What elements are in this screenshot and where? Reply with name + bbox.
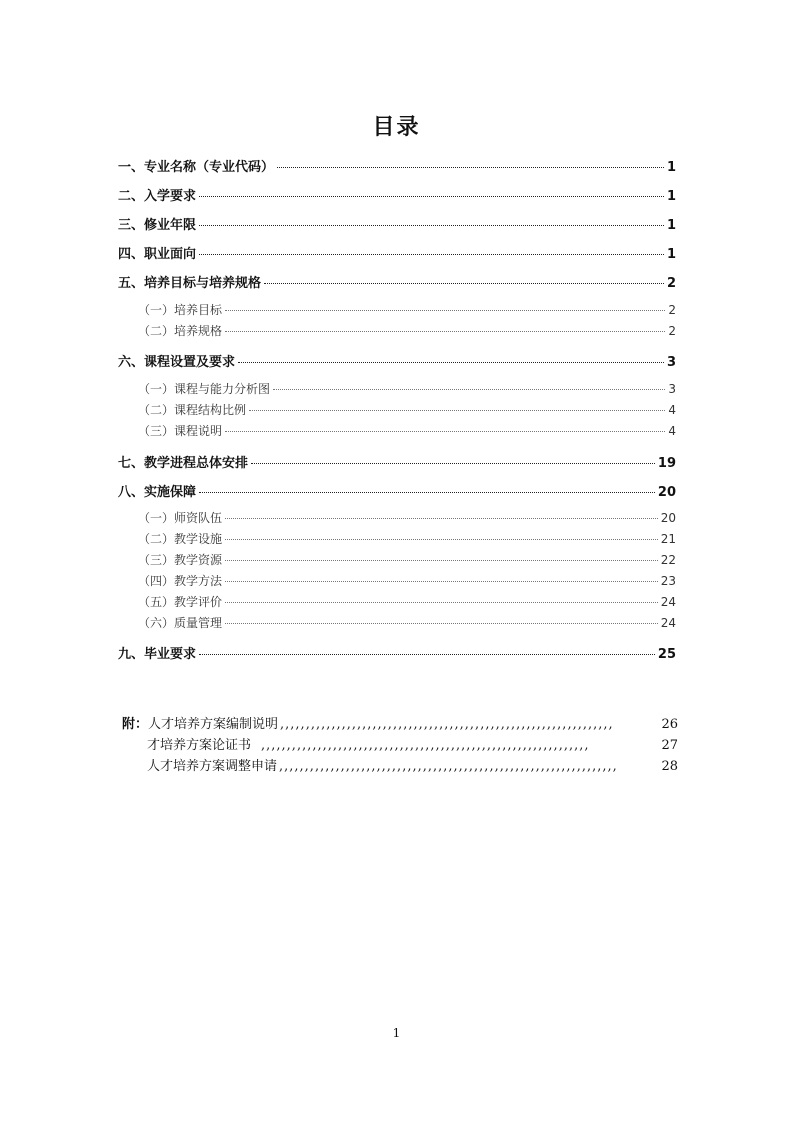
dot-leader	[225, 581, 658, 582]
dot-leader	[199, 254, 664, 255]
appendix-item-page: 28	[661, 759, 678, 774]
toc-entry-text: （五）教学评价	[138, 595, 223, 609]
comma-leader: ,,,,,,,,,,,,,,,,,,,,,,,,,,,,,,,,,,,,,,,,,,,,,,,,,,,,,,,,,,,,,,,,	[261, 738, 590, 753]
toc-entry-major-name[interactable]	[118, 156, 676, 175]
appendix-item-page: 27	[661, 738, 678, 753]
toc-entry-page: 22	[660, 553, 676, 567]
toc-entry-page: 3	[666, 355, 676, 370]
toc-entry-page: 4	[668, 403, 676, 417]
toc-subentry[interactable]	[118, 572, 676, 589]
appendix-lead: 附：	[122, 717, 149, 732]
toc-entry-page: 1	[666, 189, 676, 204]
toc-entry-text: （四）教学方法	[138, 574, 223, 588]
toc-entry-page: 2	[666, 276, 676, 291]
dot-leader	[264, 283, 664, 284]
toc-entry-page: 1	[666, 247, 676, 262]
toc-entry-study-years[interactable]	[118, 214, 676, 233]
toc-subentry[interactable]	[118, 593, 676, 610]
toc-entry-text: 四、职业面向	[118, 247, 197, 262]
toc-entry-page: 24	[660, 616, 676, 630]
dot-leader	[277, 167, 664, 168]
toc-entry-text: （六）质量管理	[138, 616, 223, 630]
toc-title: 目录	[372, 115, 421, 140]
toc-entry-text: （三）课程说明	[138, 424, 223, 438]
toc-entry-page: 2	[668, 324, 676, 338]
toc-entry-page: 23	[660, 574, 676, 588]
appendix-item-page: 26	[661, 717, 678, 732]
toc-subentry[interactable]	[118, 380, 676, 397]
dot-leader	[238, 362, 664, 363]
toc-entry-page: 4	[668, 424, 676, 438]
toc-subentry[interactable]	[118, 422, 676, 439]
toc-subentry[interactable]	[118, 301, 676, 318]
toc-subentry[interactable]	[118, 401, 676, 418]
dot-leader	[225, 623, 658, 624]
toc-entry-page: 1	[666, 160, 676, 175]
dot-leader	[199, 654, 655, 655]
toc-entry-schedule[interactable]	[118, 452, 676, 471]
toc-entry-page: 20	[660, 511, 676, 525]
dot-leader	[225, 331, 665, 332]
toc-entry-text: （一）课程与能力分析图	[138, 382, 271, 396]
appendix-item-text: 人才培养方案调整申请	[147, 759, 278, 774]
toc-entry-objectives[interactable]	[118, 272, 676, 291]
comma-leader: ,,,,,,,,,,,,,,,,,,,,,,,,,,,,,,,,,,,,,,,,,,,,,,,,,,,,,,,,,,,,,,,,,,	[279, 759, 618, 774]
dot-leader	[199, 492, 655, 493]
toc-subentry[interactable]	[118, 551, 676, 568]
toc-entry-page: 3	[668, 382, 676, 396]
toc-subentry[interactable]	[118, 509, 676, 526]
toc-entry-text: （二）教学设施	[138, 532, 223, 546]
toc-entry-text: 三、修业年限	[118, 218, 197, 233]
toc-subentry[interactable]	[118, 322, 676, 339]
toc-subentry[interactable]	[118, 530, 676, 547]
toc-entry-text: 二、入学要求	[118, 189, 197, 204]
comma-leader: ,,,,,,,,,,,,,,,,,,,,,,,,,,,,,,,,,,,,,,,,,,,,,,,,,,,,,,,,,,,,,,,,,	[280, 717, 614, 732]
toc-entry-text: 七、教学进程总体安排	[118, 456, 249, 471]
toc-entry-text: （一）培养目标	[138, 303, 223, 317]
dot-leader	[225, 310, 665, 311]
toc-entry-page: 19	[657, 456, 676, 471]
toc-subentry[interactable]	[118, 614, 676, 631]
toc-entry-page: 21	[660, 532, 676, 546]
toc-entry-admission[interactable]	[118, 185, 676, 204]
dot-leader	[225, 518, 658, 519]
appendix-item[interactable]	[122, 713, 678, 732]
dot-leader	[225, 560, 658, 561]
dot-leader	[225, 431, 665, 432]
toc-entry-graduation[interactable]	[118, 643, 676, 662]
toc-entry-page: 2	[668, 303, 676, 317]
toc-entry-page: 1	[666, 218, 676, 233]
page-number: 1	[392, 1026, 401, 1040]
toc-entry-implementation[interactable]	[118, 481, 676, 500]
toc-entry-text: （二）培养规格	[138, 324, 223, 338]
dot-leader	[251, 463, 655, 464]
dot-leader	[249, 410, 665, 411]
toc-entry-text: （三）教学资源	[138, 553, 223, 567]
appendix-item-text: 才培养方案论证书	[147, 738, 252, 753]
appendix-item-text: 人才培养方案编制说明	[148, 717, 279, 732]
toc-entry-curriculum[interactable]	[118, 351, 676, 370]
toc-entry-text: 九、毕业要求	[118, 647, 197, 662]
appendix-item[interactable]	[147, 755, 678, 774]
toc-entry-page: 20	[657, 485, 676, 500]
dot-leader	[199, 225, 664, 226]
dot-leader	[273, 389, 665, 390]
toc-entry-text: （二）课程结构比例	[138, 403, 247, 417]
toc-entry-text: 六、课程设置及要求	[118, 355, 236, 370]
appendix-item[interactable]	[147, 734, 678, 753]
dot-leader	[225, 539, 658, 540]
toc-entry-text: 八、实施保障	[118, 485, 197, 500]
toc-entry-text: （一）师资队伍	[138, 511, 223, 525]
toc-entry-text: 五、培养目标与培养规格	[118, 276, 262, 291]
toc-entry-career[interactable]	[118, 243, 676, 262]
toc-entry-page: 25	[657, 647, 676, 662]
dot-leader	[225, 602, 658, 603]
toc-entry-text: 一、专业名称（专业代码）	[118, 160, 275, 175]
toc-entry-page: 24	[660, 595, 676, 609]
dot-leader	[199, 196, 664, 197]
